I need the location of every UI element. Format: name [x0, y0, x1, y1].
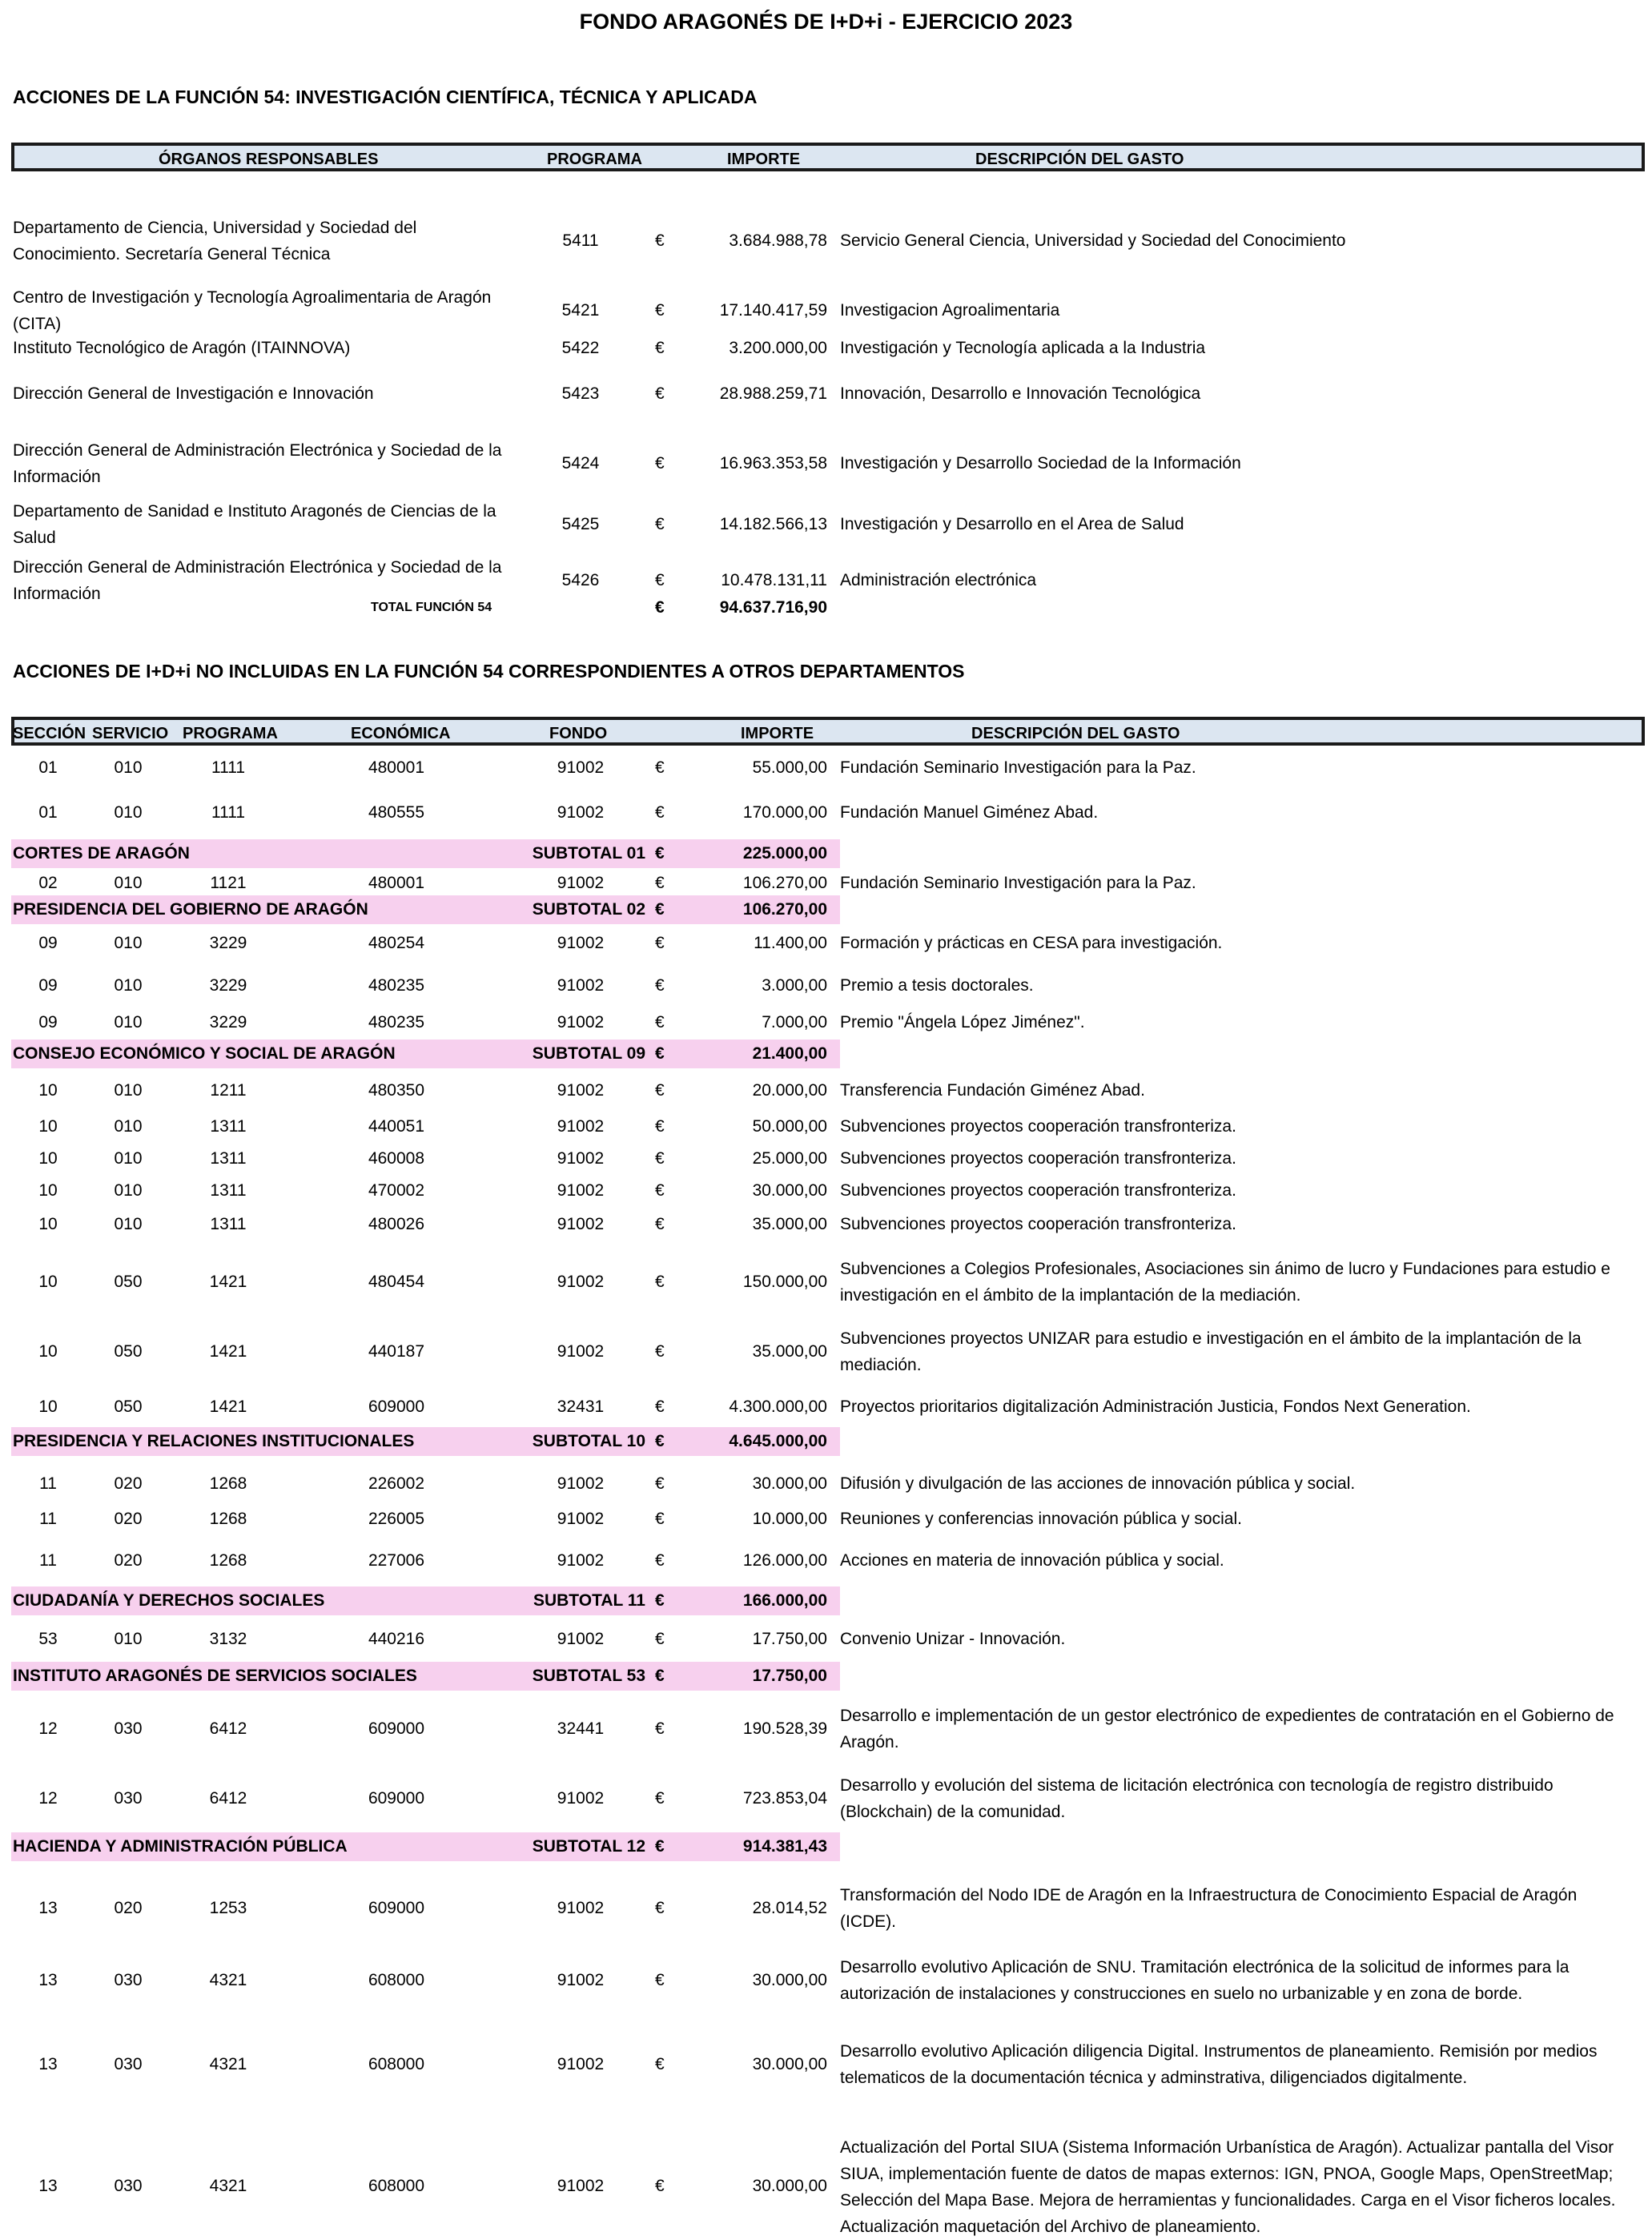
programa-cell: 4321	[209, 1971, 247, 1989]
programa-cell: 1268	[209, 1551, 247, 1570]
currency-symbol: €	[655, 1149, 665, 1168]
importe-cell: 55.000,00	[752, 758, 827, 777]
economica-cell: 609000	[368, 1899, 425, 1917]
economica-cell: 480026	[368, 1215, 425, 1233]
subtotal-department: HACIENDA Y ADMINISTRACIÓN PÚBLICA	[13, 1837, 348, 1856]
economica-cell: 226002	[368, 1474, 425, 1493]
descripcion-cell: Transferencia Fundación Giménez Abad.	[840, 1081, 1145, 1100]
seccion-cell: 10	[38, 1273, 58, 1291]
subtotal-importe: 4.645.000,00	[729, 1432, 827, 1450]
currency-symbol: €	[655, 1719, 665, 1738]
fondo-cell: 32431	[557, 1397, 605, 1416]
subtotal-department: CIUDADANÍA Y DERECHOS SOCIALES	[13, 1591, 325, 1610]
descripcion-cell: Investigación y Desarrollo en el Area de Salud	[840, 515, 1184, 533]
seccion-cell: 11	[39, 1510, 57, 1528]
importe-cell: 17.750,00	[752, 1630, 827, 1648]
subtotal-label: SUBTOTAL 02	[532, 900, 645, 919]
fondo-cell: 91002	[557, 1971, 605, 1989]
total-importe: 94.637.716,90	[719, 598, 827, 617]
descripcion-cell: Premio "Ángela López Jiménez".	[840, 1013, 1085, 1032]
descripcion-cell: Investigacion Agroalimentaria	[840, 301, 1060, 320]
programa-cell: 5426	[561, 571, 600, 589]
subtotal-department: CORTES DE ARAGÓN	[13, 844, 190, 863]
economica-cell: 440187	[368, 1342, 425, 1361]
organo-cell: Instituto Tecnológico de Aragón (ITAINNOVA)	[13, 339, 351, 357]
descripcion-cell: Fundación Manuel Giménez Abad.	[840, 803, 1099, 822]
programa-cell: 4321	[209, 2055, 247, 2073]
document-title: FONDO ARAGONÉS DE I+D+i - EJERCICIO 2023	[579, 10, 1073, 34]
programa-cell: 5421	[561, 301, 600, 320]
programa-cell: 6412	[209, 1789, 247, 1808]
currency-symbol: €	[655, 1081, 665, 1100]
programa-cell: 5424	[561, 454, 600, 473]
fondo-cell: 91002	[557, 1899, 605, 1917]
header-programa: PROGRAMA	[547, 151, 642, 168]
descripcion-cell: Difusión y divulgación de las acciones de innovación pública y social.	[840, 1474, 1356, 1493]
currency-symbol: €	[655, 1474, 665, 1493]
servicio-cell: 010	[114, 934, 143, 952]
descripcion-cell: Investigación y Tecnología aplicada a la Industria	[840, 339, 1206, 357]
currency-symbol: €	[655, 301, 665, 320]
importe-cell: 30.000,00	[752, 1971, 827, 1989]
programa-cell: 3229	[209, 976, 247, 995]
currency-symbol: €	[655, 1117, 665, 1136]
descripcion-cell: Acciones en materia de innovación pública y social.	[840, 1551, 1224, 1570]
seccion-cell: 13	[38, 2177, 58, 2195]
economica-cell: 609000	[368, 1789, 425, 1808]
servicio-cell: 030	[114, 2055, 143, 2073]
economica-cell: 480235	[368, 1013, 425, 1032]
header-programa2: PROGRAMA	[183, 725, 278, 742]
fondo-cell: 91002	[557, 1342, 605, 1361]
importe-cell: 35.000,00	[752, 1215, 827, 1233]
organo-cell: Dirección General de Investigación e Innovación	[13, 384, 374, 403]
currency-symbol: €	[655, 900, 665, 919]
seccion-cell: 09	[38, 976, 58, 995]
section1-header	[11, 143, 1645, 171]
programa-cell: 3229	[209, 1013, 247, 1032]
servicio-cell: 020	[114, 1510, 143, 1528]
currency-symbol: €	[655, 2177, 665, 2195]
economica-cell: 480555	[368, 803, 425, 822]
fondo-cell: 91002	[557, 1630, 605, 1648]
importe-cell: 3.200.000,00	[729, 339, 827, 357]
organo-cell: Departamento de Ciencia, Universidad y Sociedad del Conocimiento. Secretaría General Técnica	[13, 219, 417, 263]
subtotal-importe: 914.381,43	[742, 1837, 827, 1856]
organo-cell: Centro de Investigación y Tecnología Agroalimentaria de Aragón (CITA)	[13, 288, 492, 333]
currency-symbol: €	[655, 1591, 665, 1610]
economica-cell: 608000	[368, 1971, 425, 1989]
fondo-cell: 91002	[557, 1081, 605, 1100]
fondo-cell: 91002	[557, 874, 605, 892]
header-descripcion: DESCRIPCIÓN DEL GASTO	[975, 151, 1184, 168]
importe-cell: 126.000,00	[742, 1551, 827, 1570]
descripcion-cell: Desarrollo y evolución del sistema de licitación electrónica con tecnología de registro distribuido (Blockchain) de la comunidad.	[840, 1776, 1554, 1821]
fondo-cell: 91002	[557, 803, 605, 822]
currency-symbol: €	[655, 1215, 665, 1233]
currency-symbol: €	[655, 1551, 665, 1570]
header-importe: IMPORTE	[727, 151, 801, 168]
currency-symbol: €	[655, 1510, 665, 1528]
programa-cell: 1253	[209, 1899, 247, 1917]
seccion-cell: 10	[38, 1342, 58, 1361]
subtotal-importe: 17.750,00	[752, 1667, 827, 1685]
programa-cell: 1111	[211, 803, 246, 822]
fondo-cell: 91002	[557, 1273, 605, 1291]
header-economica: ECONÓMICA	[351, 725, 451, 742]
fondo-cell: 91002	[557, 758, 605, 777]
servicio-cell: 020	[114, 1551, 143, 1570]
programa-cell: 1421	[209, 1342, 247, 1361]
importe-cell: 3.000,00	[762, 976, 827, 995]
section1-title: ACCIONES DE LA FUNCIÓN 54: INVESTIGACIÓN CIENTÍFICA, TÉCNICA Y APLICADA	[13, 86, 758, 107]
currency-symbol: €	[655, 231, 665, 250]
importe-cell: 4.300.000,00	[729, 1397, 827, 1416]
servicio-cell: 030	[114, 1719, 143, 1738]
currency-symbol: €	[655, 1181, 665, 1200]
organo-cell: Departamento de Sanidad e Instituto Aragonés de Ciencias de la Salud	[13, 502, 496, 547]
header-seccion: SECCIÓN	[13, 725, 86, 742]
economica-cell: 608000	[368, 2177, 425, 2195]
descripcion-cell: Actualización del Portal SIUA (Sistema Información Urbanística de Aragón). Actualizar pantalla del Visor SIUA, implementación fuente de datos de mapas externos: IGN, PNOA, Google Maps, OpenStreetMap; Selección del Mapa Base. Mejora de herramientas y funcionalidades. Carga en el Visor ficheros locales. Actualización maquetación del Archivo de planeamiento.	[840, 2138, 1616, 2236]
seccion-cell: 01	[38, 758, 58, 777]
servicio-cell: 010	[114, 1181, 143, 1200]
fondo-cell: 91002	[557, 2177, 605, 2195]
section2-header	[11, 717, 1645, 746]
descripcion-cell: Subvenciones proyectos cooperación transfronteriza.	[840, 1181, 1236, 1200]
servicio-cell: 030	[114, 1789, 143, 1808]
currency-symbol: €	[655, 2055, 665, 2073]
seccion-cell: 10	[38, 1149, 58, 1168]
descripcion-cell: Subvenciones proyectos cooperación transfronteriza.	[840, 1149, 1236, 1168]
economica-cell: 480454	[368, 1273, 425, 1291]
economica-cell: 480350	[368, 1081, 425, 1100]
servicio-cell: 010	[114, 874, 143, 892]
seccion-cell: 12	[38, 1789, 58, 1808]
economica-cell: 440051	[368, 1117, 425, 1136]
importe-cell: 190.528,39	[742, 1719, 827, 1738]
importe-cell: 30.000,00	[752, 2177, 827, 2195]
descripcion-cell: Premio a tesis doctorales.	[840, 976, 1034, 995]
descripcion-cell: Proyectos prioritarios digitalización Administración Justicia, Fondos Next Generation.	[840, 1397, 1471, 1416]
programa-cell: 1268	[209, 1474, 247, 1493]
programa-cell: 1311	[210, 1215, 247, 1233]
importe-cell: 50.000,00	[752, 1117, 827, 1136]
economica-cell: 480254	[368, 934, 425, 952]
subtotal-label: SUBTOTAL 11	[533, 1591, 645, 1610]
importe-cell: 35.000,00	[752, 1342, 827, 1361]
servicio-cell: 050	[114, 1273, 143, 1291]
currency-symbol: €	[655, 1273, 665, 1291]
seccion-cell: 09	[38, 1013, 58, 1032]
currency-symbol: €	[655, 1342, 665, 1361]
programa-cell: 5422	[561, 339, 600, 357]
seccion-cell: 13	[38, 2055, 58, 2073]
subtotal-label: SUBTOTAL 09	[532, 1044, 645, 1063]
seccion-cell: 13	[38, 1899, 58, 1917]
fondo-cell: 91002	[557, 1013, 605, 1032]
currency-symbol: €	[655, 384, 665, 403]
subtotal-label: SUBTOTAL 53	[532, 1667, 645, 1685]
seccion-cell: 02	[38, 874, 58, 892]
programa-cell: 1311	[210, 1117, 247, 1136]
servicio-cell: 030	[114, 2177, 143, 2195]
seccion-cell: 10	[38, 1215, 58, 1233]
currency-symbol: €	[655, 1667, 665, 1685]
economica-cell: 470002	[368, 1181, 425, 1200]
economica-cell: 609000	[368, 1397, 425, 1416]
total-label: TOTAL FUNCIÓN 54	[371, 601, 492, 614]
economica-cell: 608000	[368, 2055, 425, 2073]
organo-cell: Dirección General de Administración Electrónica y Sociedad de la Información	[13, 558, 502, 603]
subtotal-importe: 106.270,00	[742, 900, 827, 919]
fondo-cell: 91002	[557, 1117, 605, 1136]
programa-cell: 6412	[209, 1719, 247, 1738]
fondo-cell: 91002	[557, 1181, 605, 1200]
descripcion-cell: Desarrollo e implementación de un gestor electrónico de expedientes de contratación en el Gobierno de Aragón.	[840, 1707, 1614, 1751]
header-fondo: FONDO	[549, 725, 608, 742]
servicio-cell: 010	[114, 1013, 143, 1032]
currency-symbol: €	[655, 515, 665, 533]
header-descripcion2: DESCRIPCIÓN DEL GASTO	[971, 725, 1180, 742]
servicio-cell: 050	[114, 1397, 143, 1416]
currency-symbol: €	[655, 1432, 665, 1450]
descripcion-cell: Subvenciones proyectos cooperación transfronteriza.	[840, 1215, 1236, 1233]
seccion-cell: 09	[38, 934, 58, 952]
importe-cell: 11.400,00	[754, 934, 827, 952]
economica-cell: 440216	[368, 1630, 425, 1648]
programa-cell: 1311	[210, 1149, 247, 1168]
servicio-cell: 010	[114, 1117, 143, 1136]
subtotal-label: SUBTOTAL 01	[532, 844, 645, 863]
subtotal-department: INSTITUTO ARAGONÉS DE SERVICIOS SOCIALES	[13, 1667, 417, 1685]
descripcion-cell: Formación y prácticas en CESA para investigación.	[840, 934, 1223, 952]
currency-symbol: €	[655, 454, 665, 473]
currency-symbol: €	[655, 339, 665, 357]
importe-cell: 28.988.259,71	[719, 384, 827, 403]
descripcion-cell: Reuniones y conferencias innovación pública y social.	[840, 1510, 1242, 1528]
subtotal-label: SUBTOTAL 12	[532, 1837, 645, 1856]
fondo-cell: 91002	[557, 1215, 605, 1233]
servicio-cell: 020	[114, 1474, 143, 1493]
programa-cell: 1111	[211, 758, 246, 777]
importe-cell: 10.478.131,11	[721, 571, 827, 589]
programa-cell: 1421	[209, 1273, 247, 1291]
seccion-cell: 10	[38, 1181, 58, 1200]
programa-cell: 5411	[562, 231, 599, 250]
descripcion-cell: Innovación, Desarrollo e Innovación Tecnológica	[840, 384, 1201, 403]
servicio-cell: 030	[114, 1971, 143, 1989]
header-servicio: SERVICIO	[92, 725, 169, 742]
importe-cell: 30.000,00	[752, 1474, 827, 1493]
fondo-cell: 32441	[557, 1719, 605, 1738]
importe-cell: 106.270,00	[742, 874, 827, 892]
subtotal-importe: 21.400,00	[752, 1044, 827, 1063]
fondo-cell: 91002	[557, 2055, 605, 2073]
descripcion-cell: Desarrollo evolutivo Aplicación de SNU. Tramitación electrónica de la solicitud de informes para la autorización de instalaciones y construcciones en suelo no urbanizable y en zona de borde.	[840, 1958, 1570, 2003]
servicio-cell: 020	[114, 1899, 143, 1917]
fondo-cell: 91002	[557, 1510, 605, 1528]
descripcion-cell: Subvenciones a Colegios Profesionales, Asociaciones sin ánimo de lucro y Fundaciones para estudio e investigación en el ámbito de la implantación de la mediación.	[840, 1260, 1610, 1305]
fondo-cell: 91002	[557, 1789, 605, 1808]
header-importe2: IMPORTE	[741, 725, 814, 742]
seccion-cell: 01	[38, 803, 58, 822]
importe-cell: 14.182.566,13	[719, 515, 827, 533]
subtotal-importe: 225.000,00	[742, 844, 827, 863]
currency-symbol: €	[655, 1397, 665, 1416]
importe-cell: 30.000,00	[752, 1181, 827, 1200]
currency-symbol: €	[655, 874, 665, 892]
descripcion-cell: Desarrollo evolutivo Aplicación diligencia Digital. Instrumentos de planeamiento. Remisión por medios telematicos de la documentación técnica y adminstrativa, diligenciados digitalmente.	[840, 2042, 1598, 2087]
programa-cell: 1268	[209, 1510, 247, 1528]
importe-cell: 170.000,00	[742, 803, 827, 822]
descripcion-cell: Administración electrónica	[840, 571, 1037, 589]
currency-symbol: €	[655, 1837, 665, 1856]
economica-cell: 480235	[368, 976, 425, 995]
currency-symbol: €	[655, 844, 665, 863]
seccion-cell: 12	[38, 1719, 58, 1738]
economica-cell: 480001	[368, 874, 425, 892]
importe-cell: 7.000,00	[762, 1013, 827, 1032]
fondo-cell: 91002	[557, 976, 605, 995]
fondo-cell: 91002	[557, 1149, 605, 1168]
programa-cell: 1311	[210, 1181, 247, 1200]
currency-symbol: €	[655, 1044, 665, 1063]
descripcion-cell: Servicio General Ciencia, Universidad y Sociedad del Conocimiento	[840, 231, 1346, 250]
seccion-cell: 11	[39, 1551, 57, 1570]
descripcion-cell: Subvenciones proyectos cooperación transfronteriza.	[840, 1117, 1236, 1136]
seccion-cell: 10	[38, 1397, 58, 1416]
programa-cell: 5425	[561, 515, 600, 533]
importe-cell: 3.684.988,78	[729, 231, 827, 250]
currency-symbol: €	[655, 758, 665, 777]
seccion-cell: 11	[39, 1474, 57, 1493]
seccion-cell: 13	[38, 1971, 58, 1989]
servicio-cell: 050	[114, 1342, 143, 1361]
currency-symbol: €	[655, 1630, 665, 1648]
programa-cell: 3229	[209, 934, 247, 952]
section2-title: ACCIONES DE I+D+i NO INCLUIDAS EN LA FUNCIÓN 54 CORRESPONDIENTES A OTROS DEPARTAMENTOS	[13, 661, 965, 682]
programa-cell: 1421	[209, 1397, 247, 1416]
descripcion-cell: Fundación Seminario Investigación para la Paz.	[840, 874, 1196, 892]
currency-symbol: €	[655, 1013, 665, 1032]
subtotal-department: PRESIDENCIA DEL GOBIERNO DE ARAGÓN	[13, 900, 368, 919]
header-organos: ÓRGANOS RESPONSABLES	[159, 151, 379, 168]
importe-cell: 16.963.353,58	[719, 454, 827, 473]
servicio-cell: 010	[114, 803, 143, 822]
currency-symbol: €	[655, 1899, 665, 1917]
servicio-cell: 010	[114, 1215, 143, 1233]
programa-cell: 1121	[210, 874, 247, 892]
currency-symbol: €	[655, 976, 665, 995]
subtotal-department: CONSEJO ECONÓMICO Y SOCIAL DE ARAGÓN	[13, 1044, 396, 1063]
programa-cell: 1211	[210, 1081, 247, 1100]
economica-cell: 480001	[368, 758, 425, 777]
descripcion-cell: Convenio Unizar - Innovación.	[840, 1630, 1066, 1648]
currency-symbol: €	[655, 571, 665, 589]
subtotal-department: PRESIDENCIA Y RELACIONES INSTITUCIONALES	[13, 1432, 415, 1450]
importe-cell: 30.000,00	[752, 2055, 827, 2073]
servicio-cell: 010	[114, 1149, 143, 1168]
importe-cell: 723.853,04	[742, 1789, 827, 1808]
fondo-cell: 91002	[557, 934, 605, 952]
servicio-cell: 010	[114, 758, 143, 777]
currency-symbol: €	[655, 1971, 665, 1989]
importe-cell: 25.000,00	[752, 1149, 827, 1168]
subtotal-label: SUBTOTAL 10	[532, 1432, 645, 1450]
importe-cell: 28.014,52	[752, 1899, 827, 1917]
fondo-cell: 91002	[557, 1551, 605, 1570]
seccion-cell: 10	[38, 1117, 58, 1136]
economica-cell: 609000	[368, 1719, 425, 1738]
importe-cell: 20.000,00	[752, 1081, 827, 1100]
organo-cell: Dirección General de Administración Electrónica y Sociedad de la Información	[13, 441, 502, 486]
fondo-cell: 91002	[557, 1474, 605, 1493]
servicio-cell: 010	[114, 1081, 143, 1100]
descripcion-cell: Fundación Seminario Investigación para la Paz.	[840, 758, 1196, 777]
seccion-cell: 10	[38, 1081, 58, 1100]
programa-cell: 4321	[209, 2177, 247, 2195]
programa-cell: 3132	[209, 1630, 247, 1648]
descripcion-cell: Transformación del Nodo IDE de Aragón en la Infraestructura de Conocimiento Espacial de Aragón (ICDE).	[840, 1886, 1578, 1931]
economica-cell: 460008	[368, 1149, 425, 1168]
importe-cell: 17.140.417,59	[719, 301, 827, 320]
subtotal-importe: 166.000,00	[742, 1591, 827, 1610]
economica-cell: 227006	[368, 1551, 425, 1570]
importe-cell: 10.000,00	[752, 1510, 827, 1528]
currency-symbol: €	[655, 598, 665, 617]
currency-symbol: €	[655, 1789, 665, 1808]
currency-symbol: €	[655, 934, 665, 952]
seccion-cell: 53	[38, 1630, 58, 1648]
servicio-cell: 010	[114, 976, 143, 995]
programa-cell: 5423	[561, 384, 600, 403]
importe-cell: 150.000,00	[742, 1273, 827, 1291]
descripcion-cell: Investigación y Desarrollo Sociedad de la Información	[840, 454, 1241, 473]
servicio-cell: 010	[114, 1630, 143, 1648]
currency-symbol: €	[655, 803, 665, 822]
economica-cell: 226005	[368, 1510, 425, 1528]
descripcion-cell: Subvenciones proyectos UNIZAR para estudio e investigación en el ámbito de la implantación de la mediación.	[840, 1329, 1582, 1374]
